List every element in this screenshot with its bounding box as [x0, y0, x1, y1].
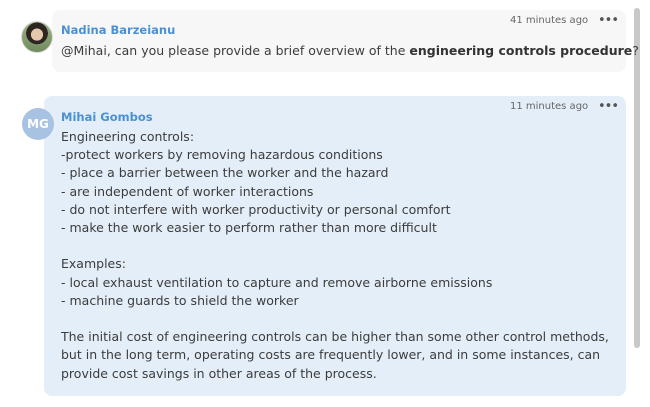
comment-line: - local exhaust ventilation to capture and remove airborne emissions	[61, 274, 493, 290]
comment-line: - are independent of worker interactions	[61, 183, 314, 199]
comment-line: The initial cost of engineering controls can be higher than some other control methods,	[61, 329, 609, 345]
comment-line: - place a barrier between the worker and the hazard	[61, 165, 389, 181]
comment-line	[61, 310, 609, 328]
comment-text-bold: engineering controls procedure	[409, 43, 633, 58]
avatar[interactable]	[21, 21, 53, 53]
avatar[interactable]: MG	[22, 108, 54, 140]
comment-body	[61, 128, 609, 383]
comment-line: but in the long term, operating costs are frequently lower, and in some instances, can	[61, 347, 601, 363]
comment-line: - machine guards to shield the worker	[61, 292, 299, 308]
comment-timestamp: 41 minutes ago	[510, 15, 589, 26]
comment-line: - do not interfere with worker productivity or personal comfort	[61, 201, 451, 217]
comment-line	[61, 237, 609, 255]
comment-line: provide cost savings in other areas of the process.	[61, 365, 377, 381]
comment-author[interactable]: Mihai Gombos	[61, 110, 153, 124]
more-options-icon[interactable]: •••	[598, 13, 619, 28]
comment-author[interactable]: Nadina Barzeianu	[61, 23, 176, 37]
comment-text-part: ?	[632, 43, 639, 58]
comment-line: -protect workers by removing hazardous conditions	[61, 147, 383, 163]
comment-line: - make the work easier to perform rather than more difficult	[61, 220, 437, 236]
comment-line: Examples:	[61, 256, 126, 272]
comment-timestamp: 11 minutes ago	[510, 101, 589, 112]
comment-text-part: @Mihai, can you please provide a brief overview of the	[61, 43, 410, 58]
more-options-icon[interactable]: •••	[598, 99, 619, 114]
comment-line: Engineering controls:	[61, 129, 195, 144]
comment-text	[61, 42, 639, 60]
